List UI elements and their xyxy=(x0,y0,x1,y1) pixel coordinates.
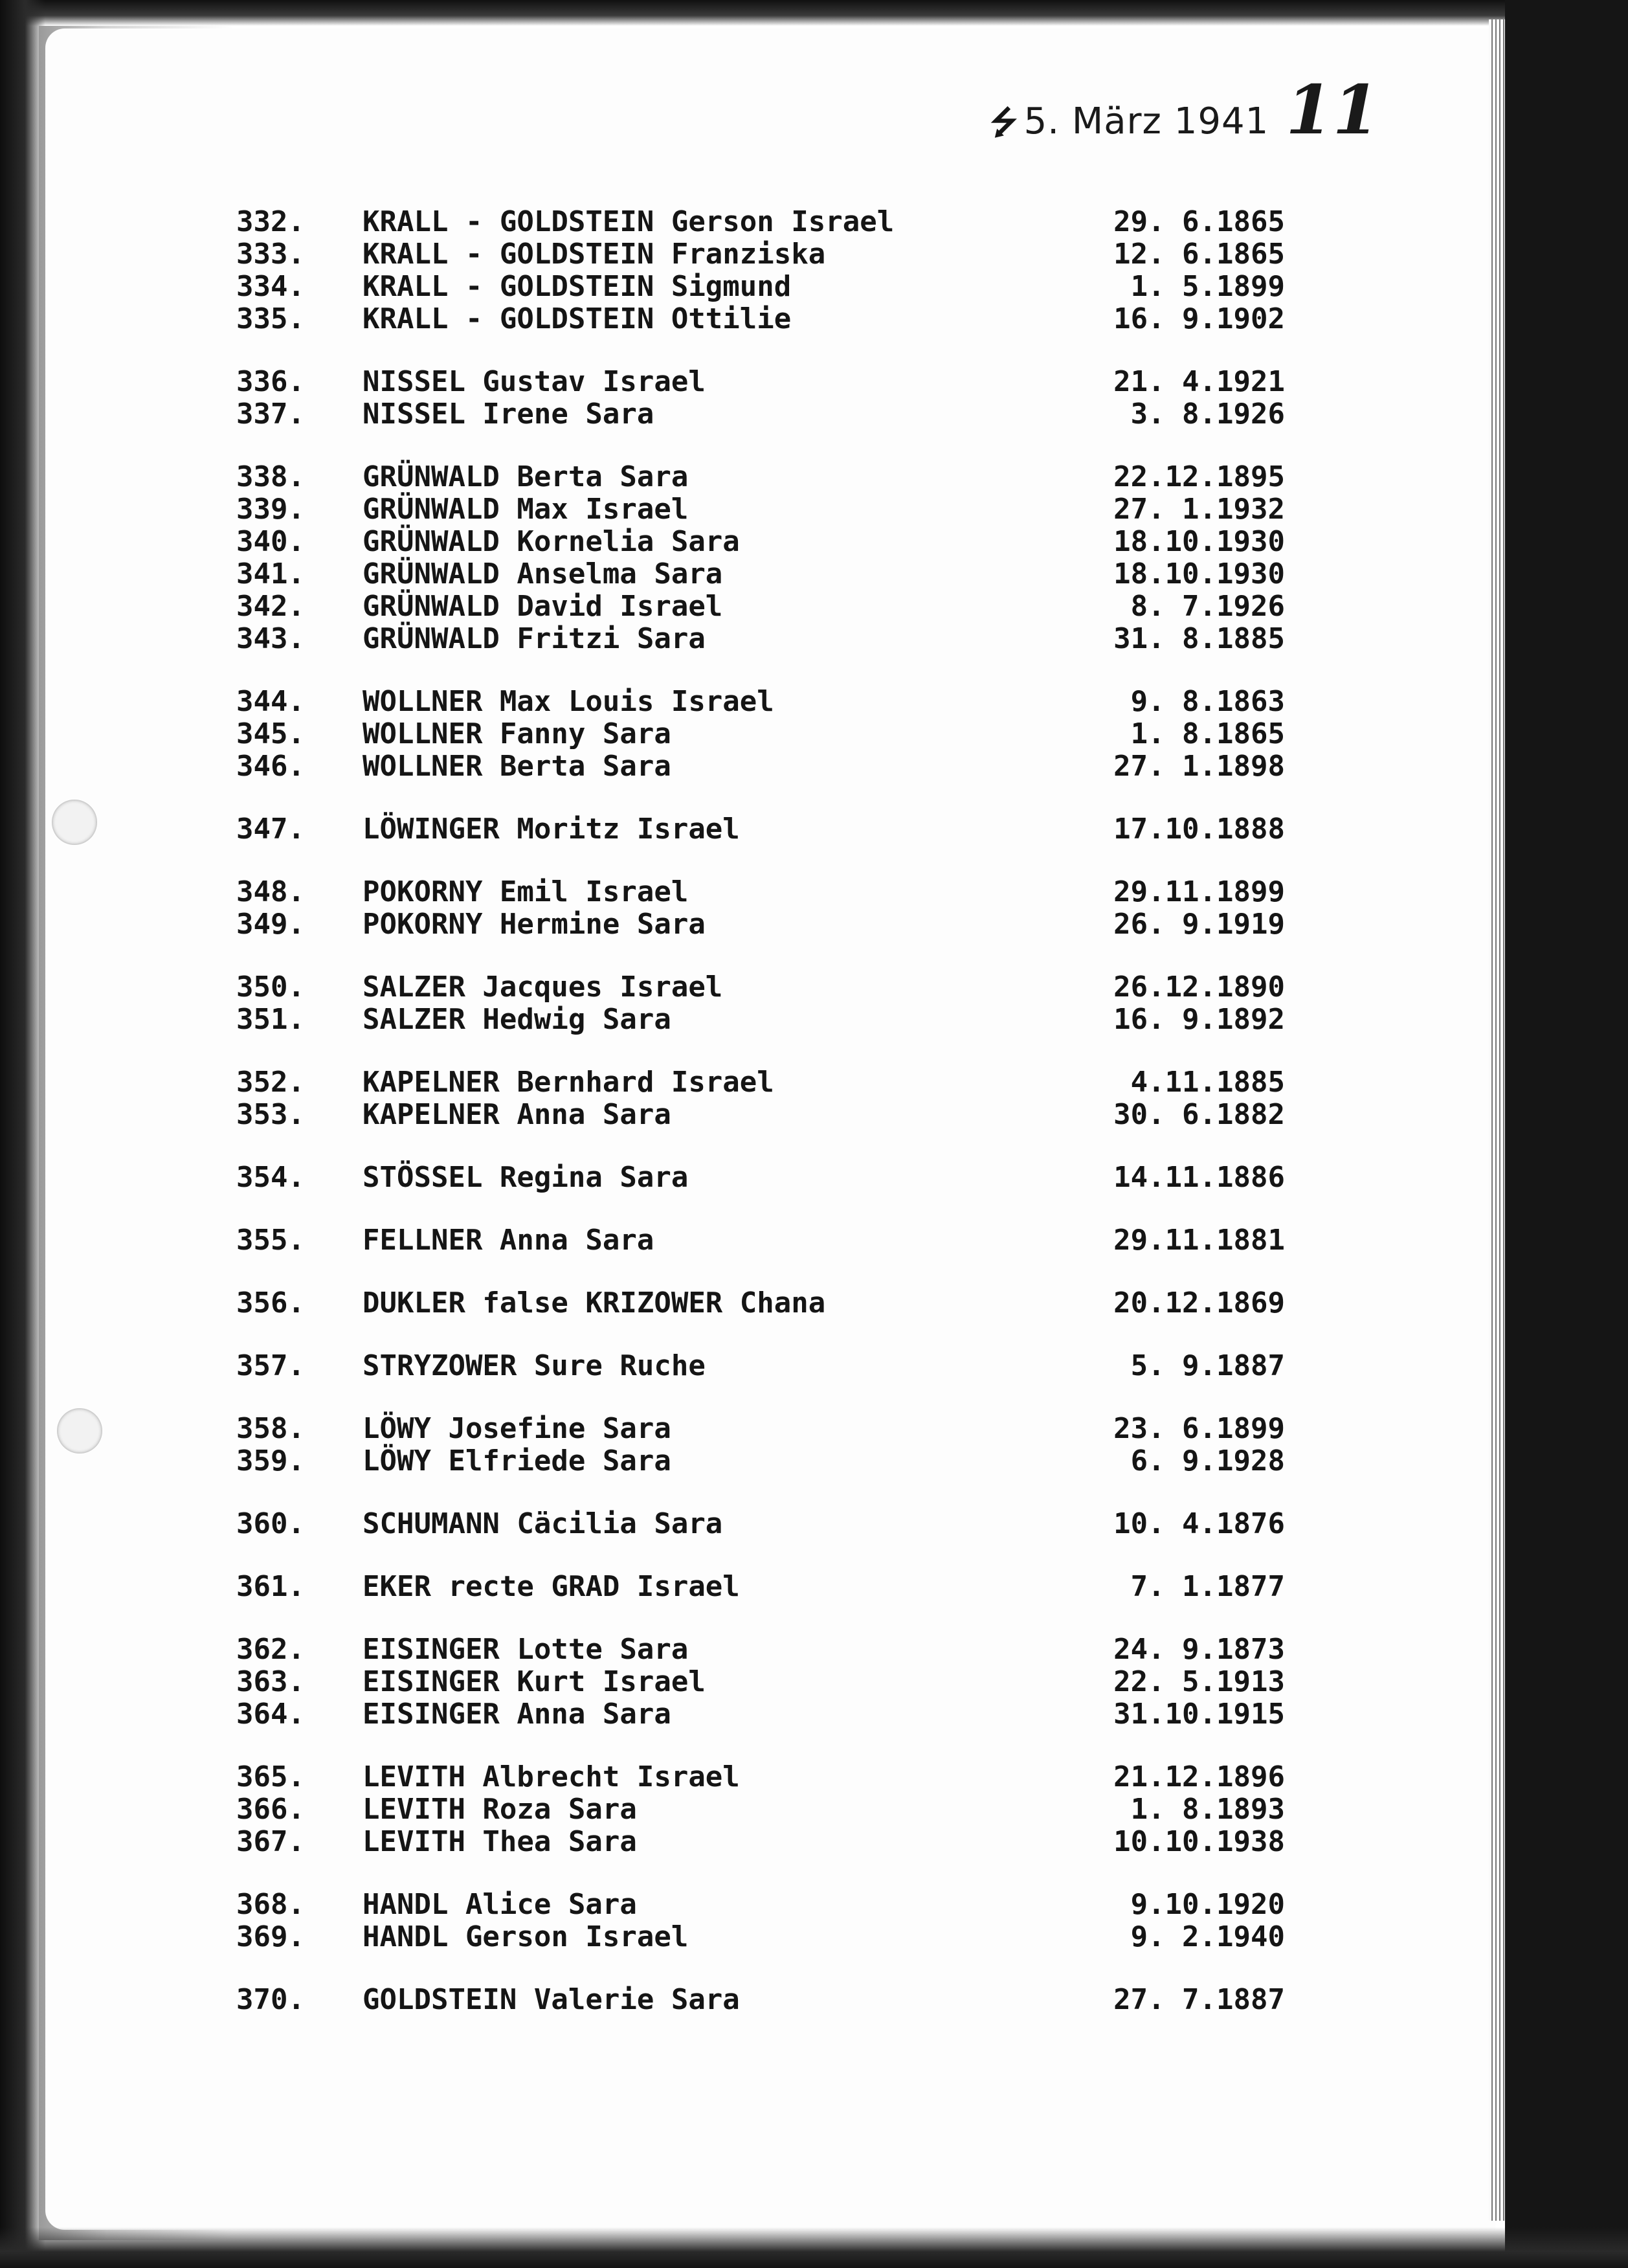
entry-birth-date: 27. 1.1932 xyxy=(1113,493,1285,526)
entry-name: NISSEL Irene Sara xyxy=(362,398,654,431)
entry-number: 344. xyxy=(236,685,305,718)
entry-birth-date: 4.11.1885 xyxy=(1130,1066,1285,1099)
entry-number: 339. xyxy=(236,493,305,526)
entry-birth-date: 27. 7.1887 xyxy=(1113,1983,1285,2016)
entry-number: 340. xyxy=(236,525,305,558)
entry-name: SCHUMANN Cäcilia Sara xyxy=(362,1507,723,1540)
entry-name: GRÜNWALD Max Israel xyxy=(362,493,689,526)
entry-name: LÖWINGER Moritz Israel xyxy=(362,813,740,846)
entry-number: 332. xyxy=(236,205,305,238)
entry-birth-date: 1. 5.1899 xyxy=(1130,270,1285,303)
entry-name: NISSEL Gustav Israel xyxy=(362,365,706,398)
entry-name: STÖSSEL Regina Sara xyxy=(362,1161,689,1194)
scan-bottom-edge xyxy=(0,2227,1628,2268)
list-item xyxy=(236,1066,1285,1099)
entry-number: 358. xyxy=(236,1412,305,1445)
entry-number: 363. xyxy=(236,1665,305,1698)
entry-name: WOLLNER Fanny Sara xyxy=(362,717,671,750)
entry-birth-date: 26. 9.1919 xyxy=(1113,908,1285,941)
entry-number: 360. xyxy=(236,1507,305,1540)
entry-birth-date: 9. 8.1863 xyxy=(1130,685,1285,718)
entry-number: 337. xyxy=(236,398,305,431)
entry-name: DUKLER false KRIZOWER Chana xyxy=(362,1286,826,1319)
list-item xyxy=(236,1826,1285,1858)
entry-number: 341. xyxy=(236,557,305,590)
entry-group xyxy=(236,1066,1285,1131)
entry-birth-date: 16. 9.1892 xyxy=(1113,1003,1285,1036)
list-item xyxy=(236,813,1285,846)
entry-number: 338. xyxy=(236,460,305,493)
entry-group xyxy=(236,1984,1285,2016)
entry-birth-date: 10.10.1938 xyxy=(1113,1825,1285,1858)
entry-number: 362. xyxy=(236,1633,305,1666)
entry-name: SALZER Jacques Israel xyxy=(362,971,723,1004)
list-item xyxy=(236,526,1285,558)
list-item xyxy=(236,1224,1285,1257)
entry-name: GRÜNWALD Berta Sara xyxy=(362,460,689,493)
entry-group xyxy=(236,1224,1285,1257)
entry-birth-date: 6. 9.1928 xyxy=(1130,1444,1285,1477)
entry-number: 354. xyxy=(236,1161,305,1194)
entry-number: 342. xyxy=(236,590,305,623)
list-item xyxy=(236,1984,1285,2016)
entry-birth-date: 22. 5.1913 xyxy=(1113,1665,1285,1698)
entry-number: 348. xyxy=(236,875,305,908)
entry-number: 353. xyxy=(236,1098,305,1131)
entry-group xyxy=(236,461,1285,655)
entry-group xyxy=(236,1162,1285,1194)
entry-group xyxy=(236,1350,1285,1382)
list-item xyxy=(236,493,1285,526)
name-list xyxy=(236,206,1285,2047)
entry-birth-date: 3. 8.1926 xyxy=(1130,398,1285,431)
entry-birth-date: 23. 6.1899 xyxy=(1113,1412,1285,1445)
entry-number: 357. xyxy=(236,1349,305,1382)
entry-group xyxy=(236,366,1285,431)
entry-name: LÖWY Josefine Sara xyxy=(362,1412,671,1445)
date-stamp xyxy=(990,70,1379,154)
entry-number: 333. xyxy=(236,238,305,271)
entry-name: FELLNER Anna Sara xyxy=(362,1224,654,1257)
entry-name: LÖWY Elfriede Sara xyxy=(362,1444,671,1477)
entry-birth-date: 30. 6.1882 xyxy=(1113,1098,1285,1131)
entry-number: 351. xyxy=(236,1003,305,1036)
list-item xyxy=(236,971,1285,1004)
list-item xyxy=(236,623,1285,655)
list-item xyxy=(236,398,1285,431)
entry-birth-date: 18.10.1930 xyxy=(1113,557,1285,590)
list-item xyxy=(236,558,1285,590)
entry-birth-date: 21. 4.1921 xyxy=(1113,365,1285,398)
entry-name: HANDL Alice Sara xyxy=(362,1888,637,1921)
entry-birth-date: 22.12.1895 xyxy=(1113,460,1285,493)
list-item xyxy=(236,908,1285,941)
entry-number: 366. xyxy=(236,1793,305,1826)
entry-number: 365. xyxy=(236,1760,305,1793)
punch-hole-bottom xyxy=(57,1408,102,1454)
entry-name: LEVITH Albrecht Israel xyxy=(362,1760,740,1793)
scan-top-edge xyxy=(0,0,1628,26)
entry-number: 364. xyxy=(236,1698,305,1731)
entry-birth-date: 10. 4.1876 xyxy=(1113,1507,1285,1540)
entry-number: 343. xyxy=(236,622,305,655)
entry-name: POKORNY Hermine Sara xyxy=(362,908,706,941)
list-item xyxy=(236,1571,1285,1603)
entry-number: 356. xyxy=(236,1286,305,1319)
entry-name: GRÜNWALD Fritzi Sara xyxy=(362,622,706,655)
entry-name: EISINGER Kurt Israel xyxy=(362,1665,706,1698)
entry-birth-date: 24. 9.1873 xyxy=(1113,1633,1285,1666)
entry-number: 359. xyxy=(236,1444,305,1477)
entry-birth-date: 31.10.1915 xyxy=(1113,1698,1285,1731)
entry-name: GRÜNWALD Anselma Sara xyxy=(362,557,723,590)
entry-name: GRÜNWALD David Israel xyxy=(362,590,723,623)
list-item xyxy=(236,718,1285,750)
entry-name: KRALL - GOLDSTEIN Franziska xyxy=(362,238,826,271)
entry-birth-date: 16. 9.1902 xyxy=(1113,302,1285,335)
entry-group xyxy=(236,876,1285,941)
entry-number: 352. xyxy=(236,1066,305,1099)
entry-group xyxy=(236,206,1285,335)
list-item xyxy=(236,271,1285,303)
entry-name: LEVITH Thea Sara xyxy=(362,1825,637,1858)
entry-name: KAPELNER Bernhard Israel xyxy=(362,1066,774,1099)
entry-number: 367. xyxy=(236,1825,305,1858)
list-item xyxy=(236,1508,1285,1540)
entry-birth-date: 9.10.1920 xyxy=(1130,1888,1285,1921)
list-item xyxy=(236,750,1285,783)
entry-birth-date: 26.12.1890 xyxy=(1113,971,1285,1004)
punch-hole-top xyxy=(52,800,97,845)
entry-birth-date: 20.12.1869 xyxy=(1113,1286,1285,1319)
list-item xyxy=(236,1162,1285,1194)
entry-birth-date: 8. 7.1926 xyxy=(1130,590,1285,623)
entry-name: HANDL Gerson Israel xyxy=(362,1920,689,1953)
list-item xyxy=(236,1445,1285,1477)
entry-group xyxy=(236,971,1285,1036)
entry-name: EKER recte GRAD Israel xyxy=(362,1570,740,1603)
entry-name: KRALL - GOLDSTEIN Ottilie xyxy=(362,302,792,335)
scan-right-edge xyxy=(1505,0,1628,2268)
stamp-mark-icon: ⭍ xyxy=(990,104,1018,141)
entry-group xyxy=(236,1761,1285,1858)
entry-group xyxy=(236,1571,1285,1603)
entry-group xyxy=(236,1287,1285,1319)
list-item xyxy=(236,1350,1285,1382)
entry-birth-date: 14.11.1886 xyxy=(1113,1161,1285,1194)
entry-birth-date: 12. 6.1865 xyxy=(1113,238,1285,271)
list-item xyxy=(236,366,1285,398)
entry-group xyxy=(236,686,1285,783)
entry-birth-date: 7. 1.1877 xyxy=(1130,1570,1285,1603)
entry-number: 355. xyxy=(236,1224,305,1257)
entry-name: LEVITH Roza Sara xyxy=(362,1793,637,1826)
handwritten-page-number: 11 xyxy=(1286,70,1379,150)
entry-birth-date: 27. 1.1898 xyxy=(1113,750,1285,783)
entry-number: 336. xyxy=(236,365,305,398)
entry-number: 361. xyxy=(236,1570,305,1603)
entry-birth-date: 21.12.1896 xyxy=(1113,1760,1285,1793)
entry-group xyxy=(236,1413,1285,1477)
list-item xyxy=(236,461,1285,493)
list-item xyxy=(236,303,1285,335)
stamp-date: 5. März 1941 xyxy=(1023,100,1269,142)
entry-number: 345. xyxy=(236,717,305,750)
list-item xyxy=(236,1413,1285,1445)
entry-name: POKORNY Emil Israel xyxy=(362,875,689,908)
entry-name: SALZER Hedwig Sara xyxy=(362,1003,671,1036)
list-item xyxy=(236,1889,1285,1921)
entry-name: KRALL - GOLDSTEIN Sigmund xyxy=(362,270,792,303)
entry-name: STRYZOWER Sure Ruche xyxy=(362,1349,706,1382)
list-item xyxy=(236,206,1285,238)
list-item xyxy=(236,1287,1285,1319)
entry-birth-date: 18.10.1930 xyxy=(1113,525,1285,558)
entry-name: EISINGER Anna Sara xyxy=(362,1698,671,1731)
entry-birth-date: 29.11.1881 xyxy=(1113,1224,1285,1257)
list-item xyxy=(236,1698,1285,1731)
entry-number: 369. xyxy=(236,1920,305,1953)
entry-group xyxy=(236,813,1285,846)
entry-number: 347. xyxy=(236,813,305,846)
list-item xyxy=(236,590,1285,623)
entry-name: EISINGER Lotte Sara xyxy=(362,1633,689,1666)
entry-number: 334. xyxy=(236,270,305,303)
list-item xyxy=(236,1761,1285,1793)
entry-number: 350. xyxy=(236,971,305,1004)
entry-group xyxy=(236,1508,1285,1540)
entry-name: WOLLNER Max Louis Israel xyxy=(362,685,774,718)
entry-number: 335. xyxy=(236,302,305,335)
list-item xyxy=(236,1099,1285,1131)
list-item xyxy=(236,1793,1285,1826)
entry-group xyxy=(236,1889,1285,1953)
list-item xyxy=(236,876,1285,908)
entry-birth-date: 1. 8.1865 xyxy=(1130,717,1285,750)
entry-birth-date: 17.10.1888 xyxy=(1113,813,1285,846)
entry-name: GRÜNWALD Kornelia Sara xyxy=(362,525,740,558)
entry-name: GOLDSTEIN Valerie Sara xyxy=(362,1983,740,2016)
entry-birth-date: 9. 2.1940 xyxy=(1130,1920,1285,1953)
entry-birth-date: 31. 8.1885 xyxy=(1113,622,1285,655)
entry-number: 349. xyxy=(236,908,305,941)
list-item xyxy=(236,1921,1285,1953)
entry-birth-date: 5. 9.1887 xyxy=(1130,1349,1285,1382)
entry-birth-date: 29. 6.1865 xyxy=(1113,205,1285,238)
entry-group xyxy=(236,1634,1285,1731)
entry-birth-date: 29.11.1899 xyxy=(1113,875,1285,908)
entry-name: WOLLNER Berta Sara xyxy=(362,750,671,783)
entry-number: 368. xyxy=(236,1888,305,1921)
list-item xyxy=(236,686,1285,718)
list-item xyxy=(236,1634,1285,1666)
entry-number: 346. xyxy=(236,750,305,783)
entry-name: KAPELNER Anna Sara xyxy=(362,1098,671,1131)
list-item xyxy=(236,1666,1285,1698)
list-item xyxy=(236,1004,1285,1036)
entry-birth-date: 1. 8.1893 xyxy=(1130,1793,1285,1826)
entry-name: KRALL - GOLDSTEIN Gerson Israel xyxy=(362,205,895,238)
entry-number: 370. xyxy=(236,1983,305,2016)
list-item xyxy=(236,238,1285,271)
